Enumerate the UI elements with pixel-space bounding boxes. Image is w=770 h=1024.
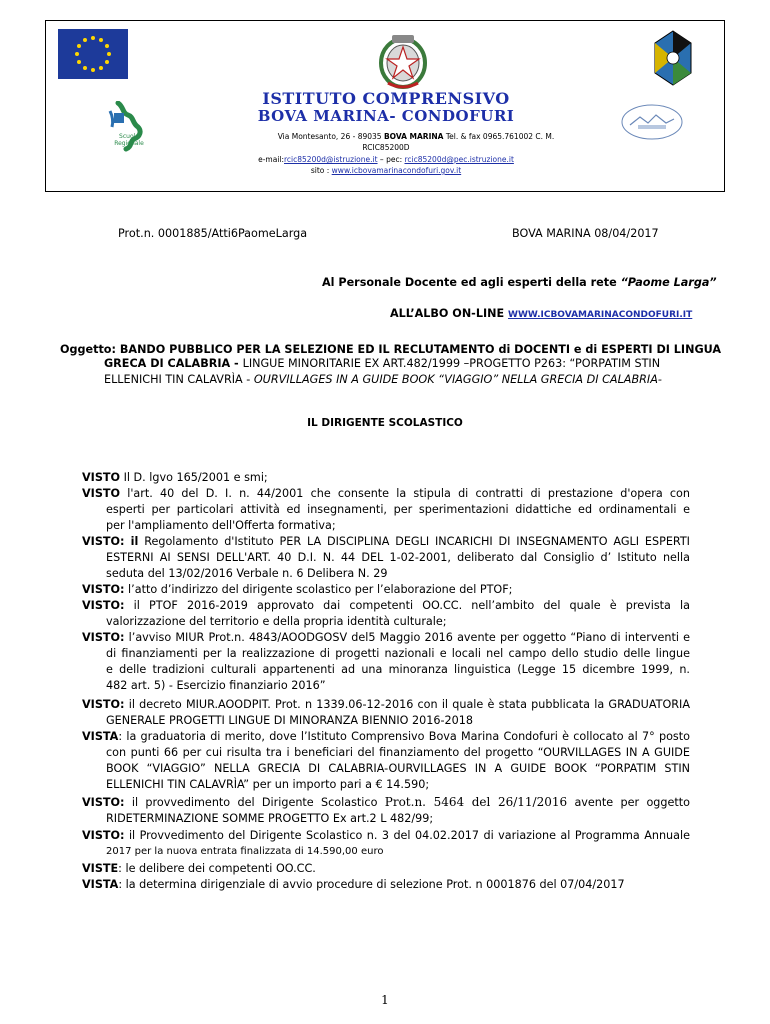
- subject-label: Oggetto:: [60, 343, 116, 356]
- eu-flag-icon: [58, 29, 128, 79]
- letterhead: [45, 20, 725, 192]
- albo-link[interactable]: WWW.ICBOVAMARINACONDOFURI.IT: [508, 310, 693, 320]
- consideration-6: VISTO: l’avviso MIUR Prot.n. 4843/AOODGOSV del5 Maggio 2016 avente per oggetto “Piano di interventi e di finanziamenti per la realizzazione di progetti nazionali e locali nel campo dello studio delle lingue e delle tradizioni culturali appartenenti ad una minoranza linguistica (Legge 15 dicembre 1999, n. 482 art. 5) - Esercizio finanziario 2016”: [82, 631, 690, 692]
- school-code: RCIC85200D: [362, 143, 410, 152]
- albo-online: ALL’ALBO ON-LINE WWW.ICBOVAMARINACONDOFURI.IT: [390, 307, 693, 320]
- subject-line2: GRECA DI CALABRIA - LINGUE MINORITARIE EX ART.482/1999 –PROGETTO P263: “PORPATIM STIN: [104, 357, 661, 370]
- consideration-11: VISTE: le delibere dei competenti OO.CC.: [82, 862, 316, 875]
- subject-line1: Oggetto: BANDO PUBBLICO PER LA SELEZIONE ED IL RECLUTAMENTO di DOCENTI e di ESPERTI DI LINGUA: [60, 343, 722, 356]
- italian-republic-emblem-icon: [378, 33, 428, 89]
- consideration-1: VISTO Il D. lgvo 165/2001 e smi;: [82, 471, 268, 484]
- consideration-7: VISTO: il decreto MIUR.AOODPIT. Prot. n 1339.06-12-2016 con il quale è stata pubblicata la GRADUATORIA GENERALE PROGETTI LINGUE DI MINORANZA BIENNIO 2016-2018: [82, 698, 690, 727]
- consideration-12: VISTA: la determina dirigenziale di avvio procedure di selezione Prot. n 0001876 del 07/04/2017: [82, 878, 625, 891]
- consideration-2: VISTO l'art. 40 del D. I. n. 44/2001 che consente la stipula di contratti di prestazione d'opera con esperti per particolari attività ed insegnamenti, per sperimentazioni didattiche ed ordinamentali e per l'ampliamento dell'Offerta formativa;: [82, 487, 690, 532]
- school-name-line2: BOVA MARINA- CONDOFURI: [257, 107, 515, 125]
- website-link[interactable]: www.icbovamarinacondofuri.gov.it: [331, 166, 462, 175]
- protocol-number: Prot.n. 0001885/Atti6PaomeLarga: [118, 227, 308, 240]
- recipients: Al Personale Docente ed agli esperti della rete “Paome Larga”: [322, 276, 717, 289]
- subject-line3: ELLENICHI TIN CALAVRÌA - OURVILLAGES IN A GUIDE BOOK “VIAGGIO” NELLA GRECIA DI CALABRIA-: [104, 373, 662, 386]
- school-website: sito : www.icbovamarinacondofuri.gov.it: [310, 166, 462, 175]
- regional-coat-of-arms-icon: [653, 29, 693, 87]
- calabria-logo-caption: Scuola Regionale: [114, 133, 144, 147]
- consideration-3: VISTO: il Regolamento d'Istituto PER LA DISCIPLINA DEGLI INCARICHI DI INSEGNAMENTO AGLI ESPERTI ESTERNI AI SENSI DELL'ART. 40 D.I. N. 44 DEL 1-02-2001, deliberato dal Consiglio d’ Istituto nella seduta del 13/02/2016 Verbale n. 6 Delibera N. 29: [82, 535, 690, 580]
- pec-link[interactable]: rcic85200d@pec.istruzione.it: [404, 155, 514, 164]
- consideration-9: VISTO: il provvedimento del Dirigente Scolastico Prot.n. 5464 del 26/11/2016 avente per oggetto RIDETERMINAZIONE SOMME PROGETTO Ex art.2 L 482/99;: [82, 795, 690, 825]
- consideration-10: VISTO: il Provvedimento del Dirigente Scolastico n. 3 del 04.02.2017 di variazione al Programma Annuale 2017 per la nuova entrata finalizzata di 14.590,00 euro: [82, 829, 690, 857]
- consideration-5: VISTO: il PTOF 2016-2019 approvato dai competenti OO.CC. nell’ambito del quale è prevista la valorizzazione del territorio e della propria identità culturale;: [82, 599, 690, 628]
- place-date: BOVA MARINA 08/04/2017: [512, 227, 659, 240]
- consideration-4: VISTO: l’atto d’indirizzo del dirigente scolastico per l’elaborazione del PTOF;: [82, 583, 513, 596]
- school-name-line1: ISTITUTO COMPRENSIVO: [262, 89, 510, 108]
- consideration-8: VISTA: la graduatoria di merito, dove l’Istituto Comprensivo Bova Marina Condofuri è collocato al 7° posto con punti 66 per cui risulta tra i beneficiari del finanziamento del progetto “OURVILLAGES IN A GUIDE BOOK “VIAGGIO” NELLA GRECIA DI CALABRIA-OURVILLAGES IN A GUIDE BOOK “PORPATIM STIN ELLENICHI TIN CALAVRÌA” per un importo pari a € 14.590;: [82, 730, 690, 791]
- section-heading: IL DIRIGENTE SCOLASTICO: [307, 417, 463, 429]
- school-emails: e-mail:rcic85200d@istruzione.it – pec: rcic85200d@pec.istruzione.it: [258, 155, 514, 164]
- school-address: Via Montesanto, 26 - 89035 BOVA MARINA Tel. & fax 0965.761002 C. M.: [277, 132, 555, 141]
- page-number: 1: [381, 993, 389, 1007]
- email-link[interactable]: rcic85200d@istruzione.it: [284, 155, 378, 164]
